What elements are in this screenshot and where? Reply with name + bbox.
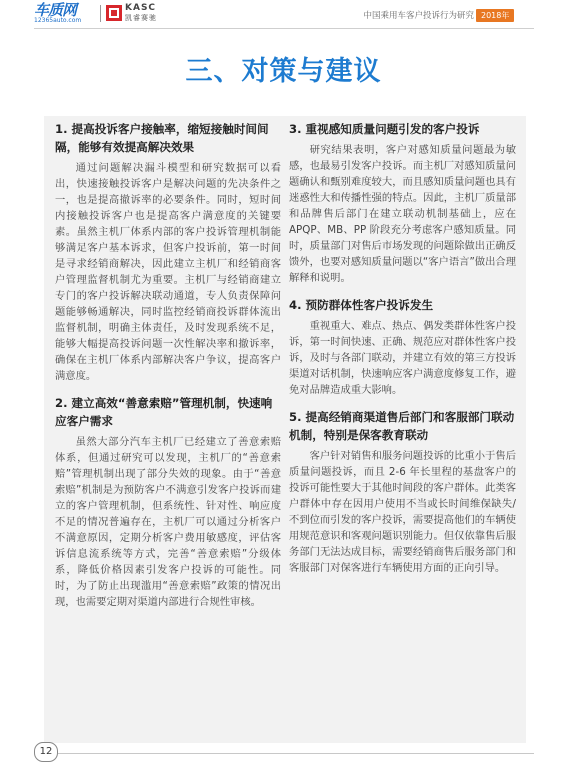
section-5 — [289, 408, 516, 576]
section-3-body: 研究结果表明，客户对感知质量问题最为敏感，也最易引发客户投诉。而主机厂对感知质量问题确认和甄别难度较大，而且感知质量问题也具有迷惑性大和传播性强的特点。因此，主机厂质量部和品牌售后部门在建立联动机制基础上，应在 APQP、MB、PP 阶段充分考虑客户感知质量。同时，质量部门对售后市场发现的问题除做出正确反馈外，也要对感知质量问题以“客户语言”做出合理解释和说明。 — [289, 144, 516, 284]
logo1-sub: 12365auto.com — [34, 17, 82, 24]
header-logo-divider — [100, 5, 101, 22]
section-1 — [55, 120, 281, 384]
section-3 — [289, 120, 516, 286]
left-column — [55, 120, 281, 610]
chezhiwang-logo — [34, 3, 96, 25]
right-column — [289, 120, 516, 576]
page-number: 12 — [34, 742, 58, 762]
section-5-body: 客户针对销售和服务问题投诉的比重小于售后质量问题投诉，而且 2-6 年长里程的基盘客户的投诉可能性要大于其他时间段的客户群体。此类客户群体中存在因用户使用不当或长时间维保缺失/不到位而引发的客户投诉，需要提高他们的车辆使用规范意识和客观问题识别能力。但仅依靠售后服务部门无法达成目标，需要经销商售后服务部门和客服部门对保客进行车辆使用方面的正向引导。 — [289, 450, 516, 574]
section-2-body: 虽然大部分汽车主机厂已经建立了善意索赔体系，但通过研究可以发现，主机厂的“善意索赔”管理机制出现了部分失效的现象。由于“善意索赔”机制是为预防客户不满意引发客户投诉而建立的客户管理机制，但系统性、针对性、响应度不足的情况普遍存在，主机厂可以通过分析客户不满意原因，定期分析客户费用敏感度，评估客诉信息流系统等方式，完善“善意索赔”分级体系，降低价格因素引发客户投诉的可能性。同时，为了防止出现滥用“善意索赔”政策的情况出现，也需要定期对渠道内部进行合规性审核。 — [55, 436, 281, 608]
section-4-body: 重视重大、难点、热点、偶发类群体性客户投诉，第一时间快速、正确、规范应对群体性客户投诉，及时与各部门联动，并建立有效的第三方投诉渠道对话机制，快速响应客户满意度修复工作，避免对品牌造成重大影响。 — [289, 320, 516, 396]
logo2-cn: 凯睿赛驰 — [125, 14, 157, 22]
section-4-heading: 4. 预防群体性客户投诉发生 — [289, 298, 434, 312]
logo2-name: KASC — [125, 3, 157, 13]
section-3-heading: 3. 重视感知质量问题引发的客户投诉 — [289, 122, 480, 136]
section-2-heading: 2. 建立高效“善意索赔”管理机制，快速响应客户需求 — [55, 396, 273, 428]
header-rule — [34, 28, 534, 29]
logo1-main: 车质网 — [34, 1, 77, 19]
kasc-mark-icon — [106, 5, 122, 21]
page-title: 三、对策与建议 — [185, 56, 382, 87]
section-5-heading: 5. 提高经销商渠道售后部门和客服部门联动机制，特别是保客教育联动 — [289, 410, 515, 442]
page-footer — [34, 742, 534, 764]
section-1-heading: 1. 提高投诉客户接触率，缩短接触时间间隔，能够有效提高解决效果 — [55, 122, 269, 154]
section-1-body: 通过问题解决漏斗模型和研究数据可以看出，快速接触投诉客户是解决问题的先决条件之一，也是提高撤诉率的必要条件。同时，短时间内接触投诉客户也是提高客户满意度的关键要素。虽然主机厂体系内部的客户投诉管理机制能够满足客户基本诉求，但客户投诉前，第一时间是寻求经销商解决，因此建立主机厂和经销商客户管理监督机制尤为重要。主机厂与经销商建立专门的客户投诉解决联动通道，专人负责保障问题能够畅通解决，同时监控经销商投诉群体流出监督机制，明确主体责任，及时发现系统不足，能够大幅提高投诉问题一次性解决率和撤诉率，确保在主机厂体系内部解决客户争议，提高客户满意度。 — [55, 162, 281, 382]
section-4 — [289, 296, 516, 398]
kasc-logo — [106, 3, 170, 25]
page-header — [0, 0, 567, 26]
footer-rule — [58, 753, 534, 754]
year-badge: 2018年 — [476, 9, 514, 22]
report-title: 中国乘用车客户投诉行为研究 — [363, 11, 474, 21]
section-2 — [55, 394, 281, 610]
